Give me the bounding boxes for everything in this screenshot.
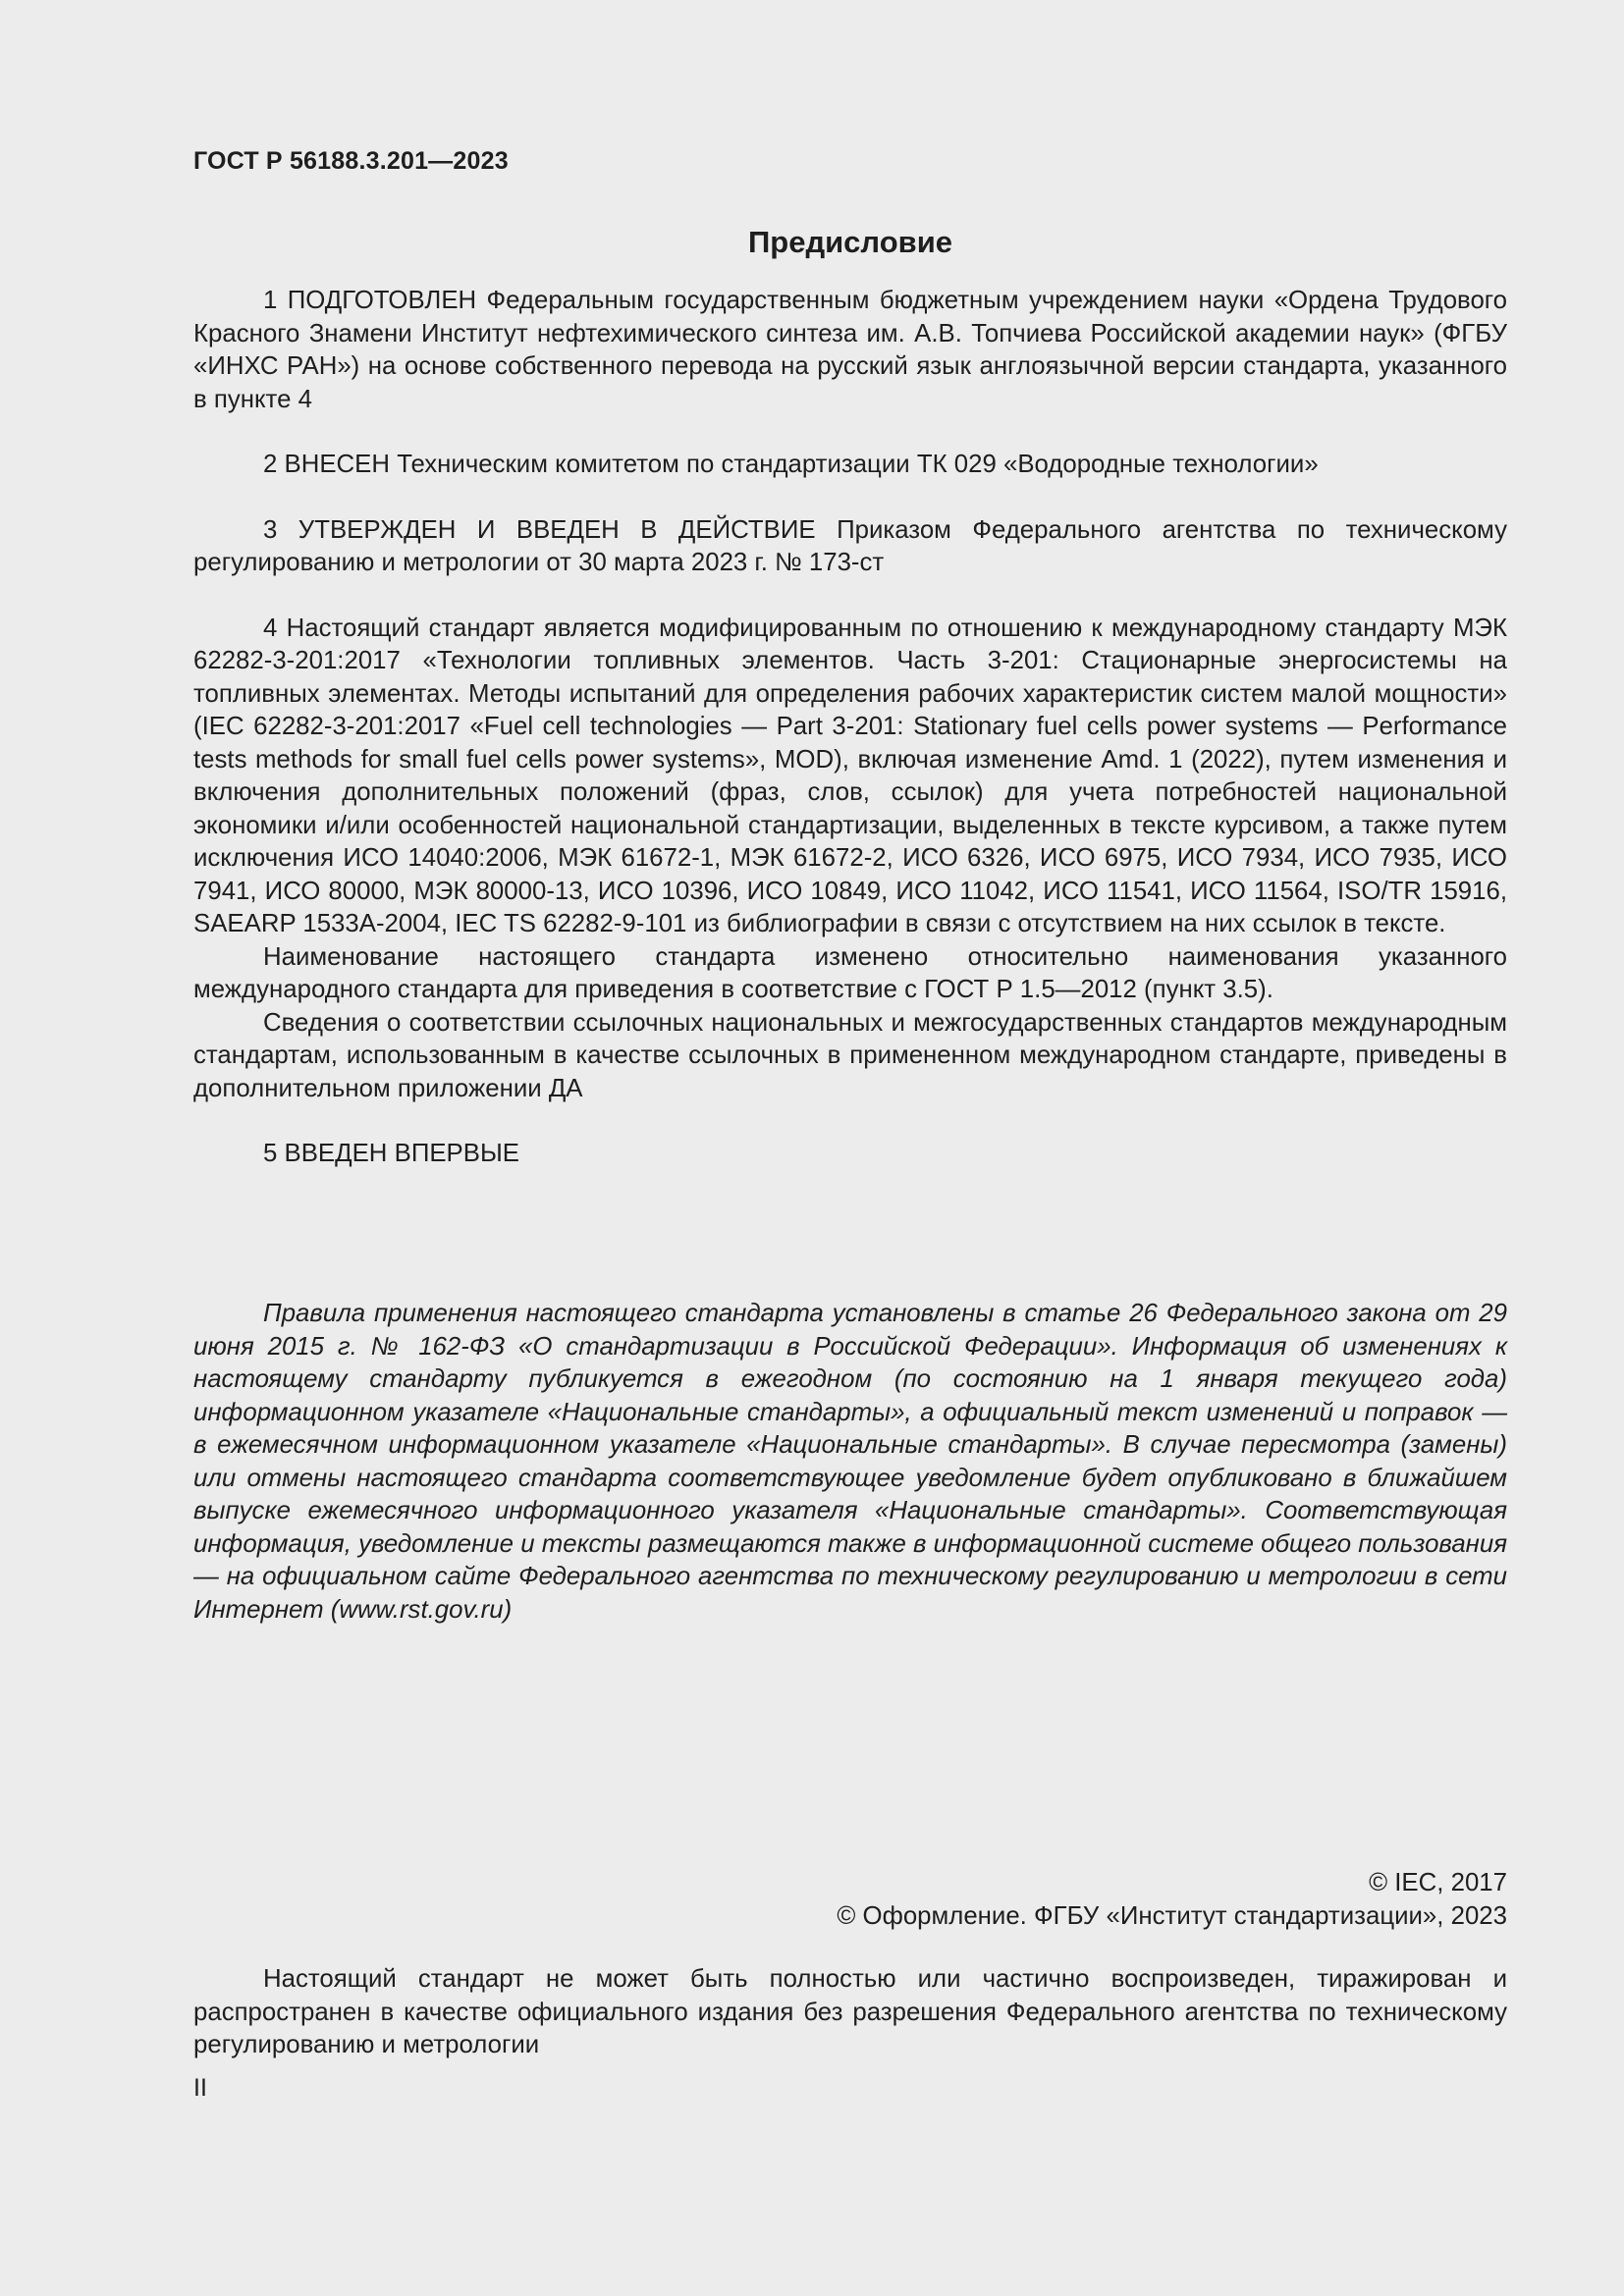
- spacer: [193, 580, 1507, 613]
- page-title: Предисловие: [747, 225, 952, 259]
- document-code: ГОСТ Р 56188.3.201—2023: [193, 147, 509, 175]
- page-number: II: [193, 2074, 207, 2102]
- rules-text: Правила применения настоящего стандарта установлены в статье 26 Федерального закона от 29 июня 2015 г. № 162-ФЗ «О стандартизации в Российской Федерации». Информация об изменениях к настоящему стандарту публикуется в ежегодном (по состоянию на 1 января текущего года) информационном указателе «Национальные стандарты», а официальный текст изменений и поправок — в ежемесячном информационном указателе «Национальные стандарты». В случае пересмотра (замены) или отмены настоящего стандарта соответствующее уведомление будет опубликовано в ближайшем выпуске ежемесячного информационного указателя «Национальные стандарты». Соответствующая информация, уведомление и тексты размещаются также в информационной системе общего пользования — на официальном сайте Федерального агентства по техническому регулированию и метрологии в сети Интернет (www.rst.gov.ru): [193, 1300, 1507, 1624]
- copyright-design: © Оформление. ФГБУ «Институт стандартизации», 2023: [837, 1901, 1507, 1930]
- spacer: [193, 416, 1507, 449]
- spacer: [193, 482, 1507, 514]
- notice-text: Настоящий стандарт не может быть полностью или частично воспроизведен, тиражирован и распространен в качестве официального издания без разрешения Федерального агентства по техническому регулированию и метрологии: [193, 1965, 1507, 2058]
- section-3-approved: 3 УТВЕРЖДЕН И ВВЕДЕН В ДЕЙСТВИЕ Приказом Федерального агентства по техническому регулированию и метрологии от 30 марта 2023 г. № 173-ст: [193, 515, 1507, 576]
- copyright-block: [193, 1867, 1507, 1933]
- section-4-references: Сведения о соответствии ссылочных национальных и межгосударственных стандартов международным стандартам, использованным в качестве ссылочных в примененном международном стандарте, приведены в дополнительном приложении ДА: [193, 1008, 1507, 1102]
- copyright-iec: © IEC, 2017: [1369, 1869, 1507, 1896]
- rules-block: [193, 1298, 1507, 1627]
- document-page: [193, 0, 1507, 2296]
- reproduction-notice: [193, 1963, 1507, 2062]
- spacer: [193, 1105, 1507, 1138]
- foreword-body: [193, 285, 1507, 1171]
- section-4-title-change: Наименование настоящего стандарта изменено относительно наименования указанного международного стандарта для приведения в соответствие с ГОСТ Р 1.5—2012 (пункт 3.5).: [193, 942, 1507, 1003]
- section-5-first-introduced: 5 ВВЕДЕН ВПЕРВЫЕ: [263, 1140, 520, 1167]
- section-4-modified: 4 Настоящий стандарт является модифицированным по отношению к международному стандарту МЭК 62282-3-201:2017 «Технологии топливных элементов. Часть 3-201: Стационарные энергосистемы на топливных элементах. Методы испытаний для определения рабочих характеристик систем малой мощности» (IEC 62282-3-201:2017 «Fuel cell technologies — Part 3-201: Stationary fuel cells power systems — Performance tests methods for small fuel cells power systems», MOD), включая изменение Amd. 1 (2022), путем изменения и включения дополнительных положений (фраз, слов, ссылок) для учета потребностей национальной экономики и/или особенностей национальной стандартизации, выделенных в тексте курсивом, а также путем исключения ИСО 14040:2006, МЭК 61672-1, МЭК 61672-2, ИСО 6326, ИСО 6975, ИСО 7934, ИСО 7935, ИСО 7941, ИСО 80000, МЭК 80000-13, ИСО 10396, ИСО 10849, ИСО 11042, ИСО 11541, ИСО 11564, ISO/TR 15916, SAEARP 1533A-2004, IEC TS 62282-9-101 из библиографии в связи с отсутствием на них ссылок в тексте.: [193, 614, 1507, 937]
- section-1-prepared: 1 ПОДГОТОВЛЕН Федеральным государственным бюджетным учреждением науки «Ордена Трудового Красного Знамени Институт нефтехимического синтеза им. А.В. Топчиева Российской академии наук» (ФГБУ «ИНХС РАН») на основе собственного перевода на русский язык англоязычной версии стандарта, указанного в пункте 4: [193, 287, 1507, 413]
- section-2-submitted: 2 ВНЕСЕН Техническим комитетом по стандартизации ТК 029 «Водородные технологии»: [263, 451, 1319, 478]
